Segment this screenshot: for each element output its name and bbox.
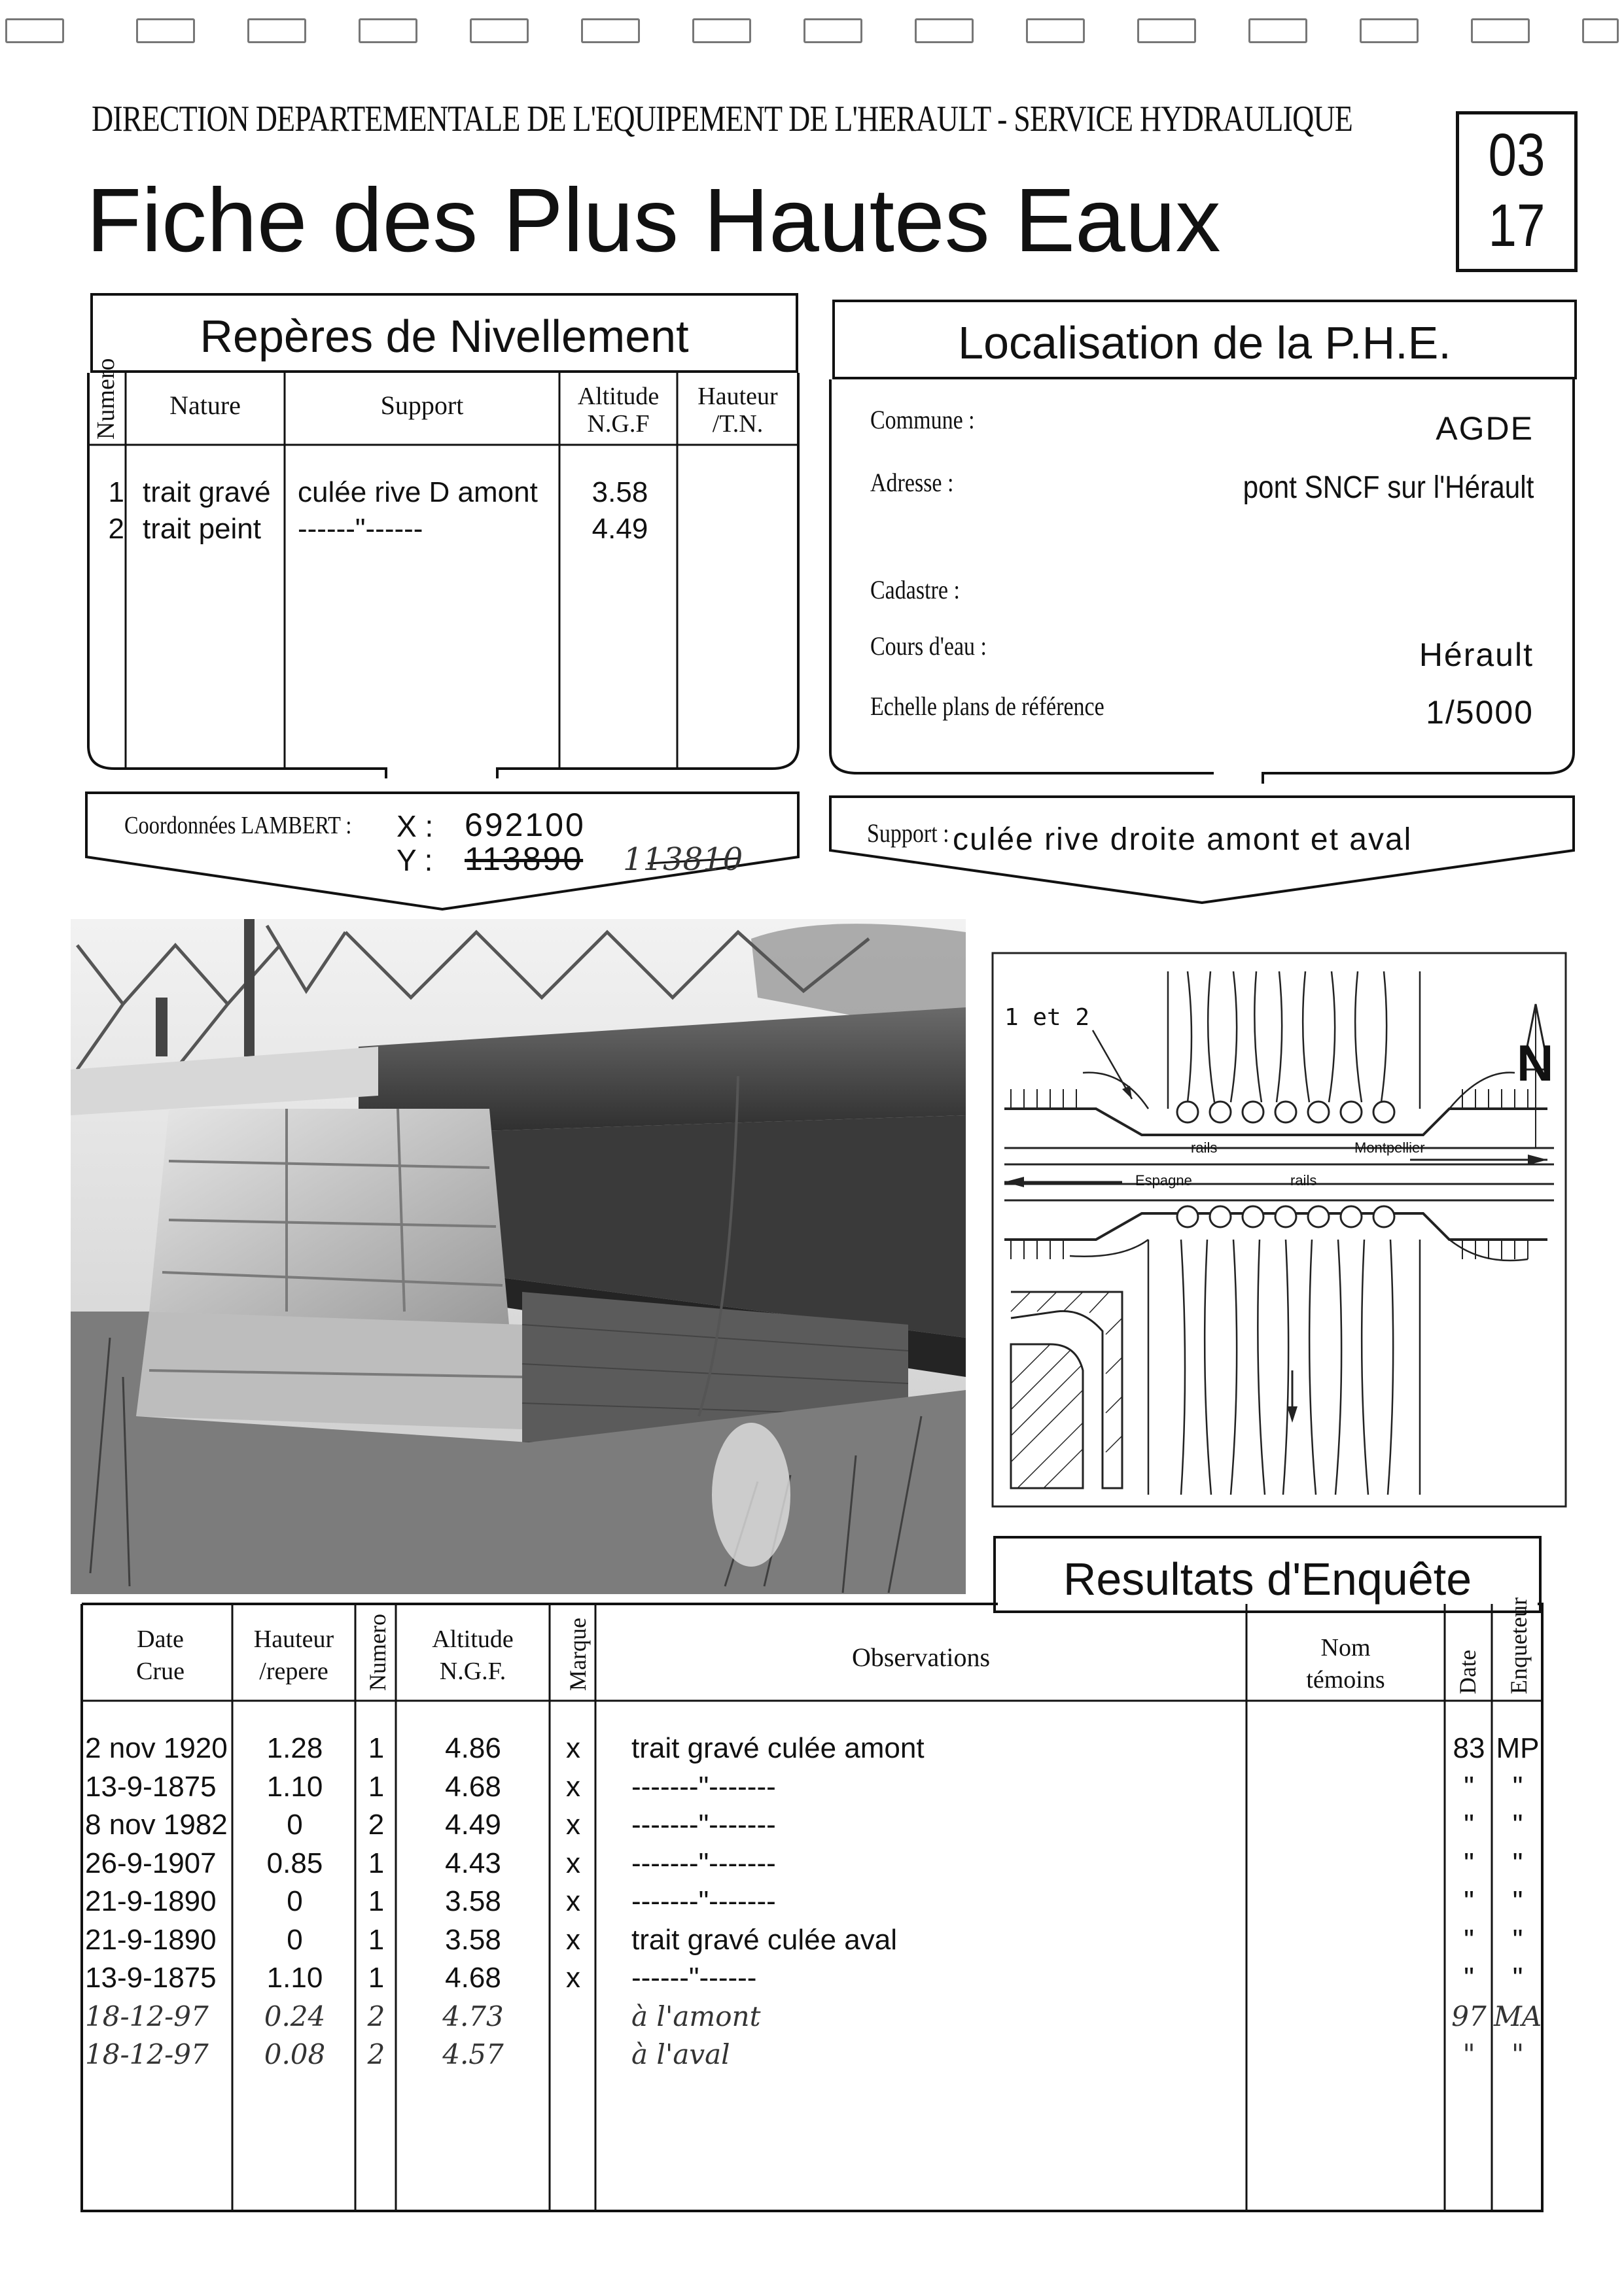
reperes-cell-numero: 1: [108, 476, 124, 508]
res-cell-obs: à l'amont: [631, 2000, 761, 2032]
echelle-value: 1/5000: [1426, 694, 1534, 731]
res-cell-date_enq: ": [1464, 1847, 1474, 1879]
reperes-title-box: [90, 293, 798, 373]
res-cell-altitude: 4.57: [442, 2038, 504, 2070]
resultats-title: Resultats d'Enquête: [1063, 1554, 1472, 1605]
res-cell-date: 13-9-1875: [85, 1770, 217, 1803]
res-cell-marque: x: [566, 1962, 580, 1994]
res-cell-obs: trait gravé culée amont: [631, 1732, 925, 1764]
reperes-cell-altitude: 4.49: [591, 513, 648, 545]
res-col-date-enquete: Date: [1455, 1650, 1481, 1694]
res-cell-numero: 1: [368, 1885, 385, 1917]
res-cell-marque: x: [566, 1885, 580, 1917]
res-cell-marque: x: [566, 1809, 580, 1841]
res-col-date: [82, 1624, 239, 1688]
binding-hole: [692, 18, 751, 43]
res-cell-altitude: 4.68: [445, 1770, 501, 1803]
binding-hole: [803, 18, 862, 43]
north-arrow-icon: N: [1517, 1034, 1554, 1092]
col-altitude-l2: N.G.F: [587, 409, 650, 438]
res-cell-hauteur: 1.10: [266, 1962, 323, 1994]
res-cell-obs: -------"-------: [631, 1809, 776, 1841]
lambert-x-label: X :: [397, 809, 434, 843]
res-cell-enqueteur: ": [1511, 2038, 1525, 2070]
col-hauteur-l1: Hauteur: [697, 383, 778, 410]
reperes-cell-nature: trait gravé: [143, 476, 271, 508]
res-cell-date_enq: ": [1464, 1962, 1474, 1994]
res-cell-date_enq: 97: [1451, 2000, 1487, 2032]
cadastre-label: Cadastre :: [870, 575, 960, 604]
res-cell-date: 13-9-1875: [85, 1962, 217, 1994]
code-bottom: 17: [1488, 192, 1545, 259]
res-cell-date_enq: 83: [1453, 1732, 1485, 1764]
reperes-cell-support: ------"------: [298, 513, 423, 545]
res-cell-numero: 2: [367, 2038, 385, 2070]
localisation-title-box: [832, 300, 1577, 379]
cours-label: Cours d'eau :: [870, 631, 987, 661]
res-col-nom-l2: témoins: [1306, 1666, 1385, 1694]
col-nature: Nature: [169, 391, 241, 420]
res-cell-numero: 1: [368, 1923, 385, 1956]
res-cell-numero: 2: [367, 2000, 385, 2032]
res-cell-marque: x: [566, 1732, 580, 1764]
res-cell-hauteur: 0: [287, 1809, 303, 1841]
res-cell-numero: 1: [368, 1962, 385, 1994]
res-cell-hauteur: 0.08: [264, 2038, 326, 2070]
res-col-hauteur: [232, 1624, 355, 1688]
res-cell-date: 18-12-97: [85, 2038, 209, 2070]
plan-label-espagne: Espagne: [1135, 1172, 1192, 1189]
col-altitude-l1: Altitude: [577, 383, 660, 410]
support-value: culée rive droite amont et aval: [953, 822, 1413, 857]
page-title: Fiche des Plus Hautes Eaux: [86, 170, 1221, 271]
res-cell-marque: x: [566, 1923, 580, 1956]
res-cell-date: 26-9-1907: [85, 1847, 217, 1879]
res-cell-altitude: 4.68: [445, 1962, 501, 1994]
res-cell-hauteur: 0.24: [264, 2000, 326, 2032]
res-cell-numero: 1: [368, 1770, 385, 1803]
binding-hole: [1471, 18, 1530, 43]
res-col-hauteur-l2: /repere: [259, 1658, 328, 1686]
res-cell-hauteur: 1.28: [266, 1732, 323, 1764]
res-col-observations: Observations: [851, 1643, 991, 1672]
res-cell-date_enq: ": [1464, 1885, 1474, 1917]
res-cell-date: 2 nov 1920: [85, 1732, 228, 1764]
binding-hole: [247, 18, 306, 43]
res-cell-enqueteur: ": [1512, 1770, 1523, 1803]
res-cell-numero: 1: [368, 1847, 385, 1879]
res-cell-obs: trait gravé culée aval: [631, 1923, 897, 1956]
res-cell-altitude: 4.43: [445, 1847, 501, 1879]
res-col-date-l1: Date: [137, 1626, 184, 1653]
echelle-label: Echelle plans de référence: [870, 691, 1104, 721]
binding-hole: [581, 18, 640, 43]
res-cell-altitude: 4.49: [445, 1809, 501, 1841]
res-col-altitude-l2: N.G.F.: [439, 1658, 506, 1686]
res-col-altitude-l1: Altitude: [432, 1626, 514, 1653]
res-cell-date: 8 nov 1982: [85, 1809, 228, 1841]
res-cell-hauteur: 0: [287, 1923, 303, 1956]
lambert-y-value-handwritten: 113810: [623, 841, 743, 878]
adresse-label: Adresse :: [870, 468, 954, 497]
binding-hole: [470, 18, 529, 43]
res-cell-altitude: 4.73: [442, 2000, 504, 2032]
support-label: Support :: [867, 818, 949, 848]
res-col-nom: [1246, 1632, 1445, 1697]
res-cell-numero: 1: [368, 1732, 385, 1764]
reperes-cell-nature: trait peint: [143, 513, 261, 545]
res-cell-marque: x: [566, 1770, 580, 1803]
res-cell-obs: ------"------: [631, 1962, 757, 1994]
res-cell-date: 21-9-1890: [85, 1885, 217, 1917]
binding-hole: [915, 18, 974, 43]
res-cell-enqueteur: ": [1512, 1923, 1523, 1956]
reperes-title: Repères de Nivellement: [200, 311, 689, 362]
reperes-cell-altitude: 3.58: [591, 476, 648, 508]
lambert-label: Coordonnées LAMBERT :: [124, 812, 352, 839]
plan-label-montpellier: Montpellier: [1354, 1139, 1425, 1156]
binding-hole: [1248, 18, 1307, 43]
res-col-altitude: [396, 1624, 550, 1688]
res-cell-enqueteur: ": [1512, 1885, 1523, 1917]
col-numero: Numero: [92, 358, 120, 440]
col-hauteur: [677, 383, 798, 438]
site-plan: [991, 952, 1567, 1508]
res-col-hauteur-l1: Hauteur: [253, 1626, 334, 1653]
res-cell-date: 21-9-1890: [85, 1923, 217, 1956]
res-cell-obs: -------"-------: [631, 1847, 776, 1879]
plan-label-rails-bottom: rails: [1290, 1172, 1317, 1189]
res-cell-date_enq: ": [1464, 1770, 1474, 1803]
res-cell-obs: à l'aval: [631, 2038, 730, 2070]
binding-hole: [1582, 18, 1619, 43]
res-cell-enqueteur: ": [1512, 1809, 1523, 1841]
res-cell-altitude: 4.86: [445, 1732, 501, 1764]
res-cell-hauteur: 1.10: [266, 1770, 323, 1803]
reperes-cell-numero: 2: [108, 513, 124, 545]
res-cell-date_enq: ": [1464, 1809, 1474, 1841]
res-cell-enqueteur: ": [1512, 1962, 1523, 1994]
res-col-enqueteur: Enqueteur: [1506, 1597, 1532, 1694]
res-cell-enqueteur: MP: [1496, 1732, 1540, 1764]
res-cell-altitude: 3.58: [445, 1885, 501, 1917]
col-hauteur-l2: /T.N.: [712, 409, 764, 438]
direction-header: DIRECTION DEPARTEMENTALE DE L'EQUIPEMENT DE L'HERAULT - SERVICE HYDRAULIQUE: [92, 99, 1353, 139]
binding-hole: [5, 18, 64, 43]
res-cell-date: 18-12-97: [85, 2000, 209, 2032]
col-support: Support: [380, 391, 464, 420]
res-cell-numero: 2: [368, 1809, 385, 1841]
bridge-photo: [71, 919, 966, 1594]
res-cell-date_enq: ": [1462, 2038, 1475, 2070]
binding-hole: [1360, 18, 1419, 43]
res-col-date-l2: Crue: [136, 1658, 185, 1686]
col-altitude: [559, 383, 677, 438]
res-cell-enqueteur: MA: [1493, 2000, 1542, 2032]
res-cell-altitude: 3.58: [445, 1923, 501, 1956]
res-cell-marque: x: [566, 1847, 580, 1879]
commune-value: AGDE: [1436, 410, 1534, 447]
localisation-title: Localisation de la P.H.E.: [958, 317, 1451, 368]
res-cell-date_enq: ": [1464, 1923, 1474, 1956]
binding-hole: [359, 18, 417, 43]
res-col-nom-l1: Nom: [1320, 1634, 1371, 1661]
binding-hole: [136, 18, 195, 43]
binding-hole: [1137, 18, 1196, 43]
res-cell-hauteur: 0: [287, 1885, 303, 1917]
res-cell-hauteur: 0.85: [266, 1847, 323, 1879]
binding-hole: [1026, 18, 1085, 43]
res-col-numero: Numero: [364, 1614, 391, 1691]
res-cell-obs: -------"-------: [631, 1885, 776, 1917]
commune-label: Commune :: [870, 405, 975, 434]
lambert-x-value: 692100: [465, 807, 586, 843]
plan-label-repere: 1 et 2: [1004, 1004, 1090, 1031]
fiche-code-box: [1456, 111, 1578, 272]
res-cell-obs: -------"-------: [631, 1770, 776, 1803]
lambert-y-label: Y :: [397, 843, 433, 877]
adresse-value: pont SNCF sur l'Hérault: [1243, 470, 1534, 505]
cours-value: Hérault: [1419, 636, 1534, 673]
plan-label-rails-top: rails: [1191, 1139, 1218, 1156]
code-top: 03: [1488, 122, 1545, 188]
reperes-cell-support: culée rive D amont: [298, 476, 538, 508]
lambert-y-value-struck: 113890: [465, 841, 584, 877]
res-col-marque: Marque: [565, 1618, 591, 1691]
res-cell-enqueteur: ": [1512, 1847, 1523, 1879]
